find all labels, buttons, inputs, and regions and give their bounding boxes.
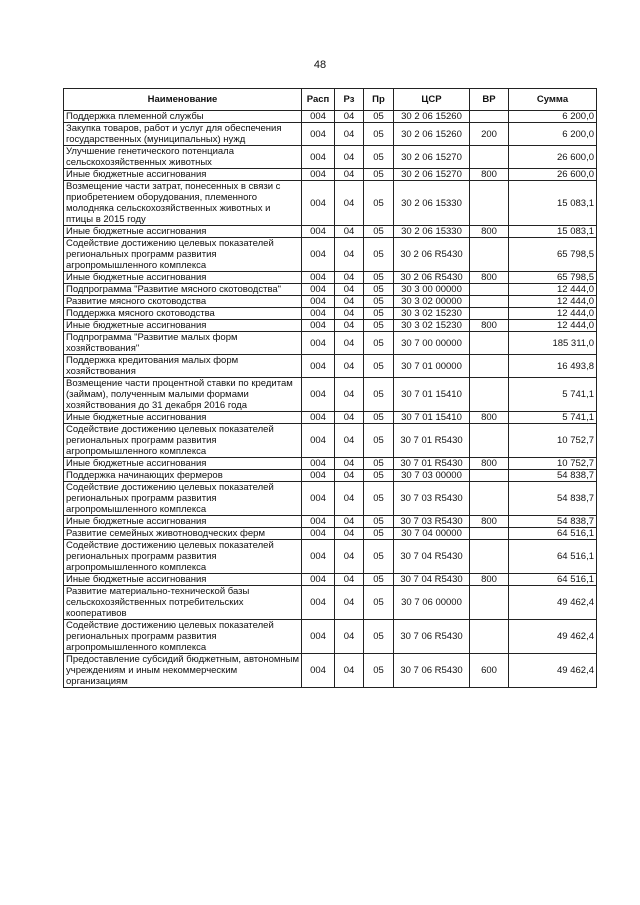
cell-pr: 05 (364, 226, 394, 238)
cell-sum: 15 083,1 (509, 181, 597, 226)
cell-pr: 05 (364, 355, 394, 378)
cell-rz: 04 (335, 146, 364, 169)
cell-csr: 30 7 01 00000 (394, 355, 470, 378)
cell-csr: 30 2 06 R5430 (394, 272, 470, 284)
cell-name: Иные бюджетные ассигнования (64, 412, 302, 424)
cell-csr: 30 7 00 00000 (394, 332, 470, 355)
cell-pr: 05 (364, 111, 394, 123)
cell-pr: 05 (364, 332, 394, 355)
cell-vr: 800 (470, 458, 509, 470)
cell-csr: 30 7 01 R5430 (394, 458, 470, 470)
cell-vr: 600 (470, 654, 509, 688)
header-rz: Рз (335, 89, 364, 111)
cell-name: Предоставление субсидий бюджетным, автономным учреждениям и иным некоммерческим организациям (64, 654, 302, 688)
cell-name: Закупка товаров, работ и услуг для обеспечения государственных (муниципальных) нужд (64, 123, 302, 146)
cell-rz: 04 (335, 296, 364, 308)
page-number: 48 (313, 59, 327, 71)
cell-sum: 64 516,1 (509, 574, 597, 586)
cell-name: Возмещение части затрат, понесенных в связи с приобретением оборудования, племенного молодняка сельскохозяйственных животных и птицы в 2015 году (64, 181, 302, 226)
cell-pr: 05 (364, 528, 394, 540)
table-row (64, 181, 597, 226)
cell-csr: 30 7 03 R5430 (394, 516, 470, 528)
cell-sum: 6 200,0 (509, 123, 597, 146)
cell-csr: 30 7 01 15410 (394, 412, 470, 424)
cell-csr: 30 7 06 R5430 (394, 620, 470, 654)
header-vr: ВР (470, 89, 509, 111)
cell-pr: 05 (364, 412, 394, 424)
cell-name: Поддержка мясного скотоводства (64, 308, 302, 320)
cell-rz: 04 (335, 586, 364, 620)
cell-rz: 04 (335, 226, 364, 238)
header-name: Наименование (64, 89, 302, 111)
cell-name: Развитие семейных животноводческих ферм (64, 528, 302, 540)
cell-vr: 200 (470, 123, 509, 146)
cell-vr (470, 238, 509, 272)
cell-vr (470, 528, 509, 540)
cell-csr: 30 7 06 00000 (394, 586, 470, 620)
cell-name: Иные бюджетные ассигнования (64, 272, 302, 284)
cell-csr: 30 7 01 R5430 (394, 424, 470, 458)
cell-sum: 26 600,0 (509, 169, 597, 181)
cell-rz: 04 (335, 308, 364, 320)
cell-name: Содействие достижению целевых показателей региональных программ развития агропромышленного комплекса (64, 482, 302, 516)
cell-rz: 04 (335, 272, 364, 284)
cell-rasp: 004 (302, 308, 335, 320)
cell-sum: 12 444,0 (509, 320, 597, 332)
cell-name: Поддержка племенной службы (64, 111, 302, 123)
cell-rz: 04 (335, 378, 364, 412)
cell-vr: 800 (470, 516, 509, 528)
cell-rz: 04 (335, 169, 364, 181)
cell-vr (470, 586, 509, 620)
cell-vr: 800 (470, 574, 509, 586)
cell-name: Поддержка кредитования малых форм хозяйствования (64, 355, 302, 378)
cell-pr: 05 (364, 284, 394, 296)
cell-vr (470, 296, 509, 308)
cell-rasp: 004 (302, 412, 335, 424)
cell-sum: 49 462,4 (509, 586, 597, 620)
cell-name: Содействие достижению целевых показателей региональных программ развития агропромышленного комплекса (64, 424, 302, 458)
cell-name: Иные бюджетные ассигнования (64, 169, 302, 181)
cell-pr: 05 (364, 146, 394, 169)
table-row (64, 528, 597, 540)
table-row (64, 378, 597, 412)
cell-csr: 30 2 06 15270 (394, 146, 470, 169)
cell-csr: 30 3 02 15230 (394, 308, 470, 320)
cell-sum: 10 752,7 (509, 424, 597, 458)
cell-rasp: 004 (302, 540, 335, 574)
cell-sum: 12 444,0 (509, 296, 597, 308)
table-row (64, 296, 597, 308)
table-row (64, 146, 597, 169)
cell-rz: 04 (335, 111, 364, 123)
cell-rasp: 004 (302, 355, 335, 378)
table-row (64, 238, 597, 272)
cell-pr: 05 (364, 123, 394, 146)
cell-sum: 54 838,7 (509, 482, 597, 516)
cell-name: Возмещение части процентной ставки по кредитам (займам), полученным малыми формами хозяйствования до 31 декабря 2016 года (64, 378, 302, 412)
cell-csr: 30 7 04 R5430 (394, 574, 470, 586)
cell-sum: 49 462,4 (509, 654, 597, 688)
table-row (64, 574, 597, 586)
cell-name: Иные бюджетные ассигнования (64, 226, 302, 238)
cell-vr (470, 146, 509, 169)
cell-name: Улучшение генетического потенциала сельскохозяйственных животных (64, 146, 302, 169)
cell-vr (470, 355, 509, 378)
table-row (64, 123, 597, 146)
header-sum: Сумма (509, 89, 597, 111)
cell-csr: 30 2 06 15260 (394, 111, 470, 123)
cell-csr: 30 7 01 15410 (394, 378, 470, 412)
cell-name: Подпрограмма "Развитие малых форм хозяйствования" (64, 332, 302, 355)
cell-sum: 5 741,1 (509, 412, 597, 424)
cell-rz: 04 (335, 238, 364, 272)
cell-rasp: 004 (302, 458, 335, 470)
cell-sum: 65 798,5 (509, 238, 597, 272)
cell-vr (470, 378, 509, 412)
cell-csr: 30 2 06 15270 (394, 169, 470, 181)
cell-rasp: 004 (302, 320, 335, 332)
header-pr: Пр (364, 89, 394, 111)
cell-sum: 5 741,1 (509, 378, 597, 412)
cell-rasp: 004 (302, 528, 335, 540)
cell-name: Содействие достижению целевых показателей региональных программ развития агропромышленного комплекса (64, 540, 302, 574)
cell-rz: 04 (335, 284, 364, 296)
cell-vr: 800 (470, 412, 509, 424)
header-csr: ЦСР (394, 89, 470, 111)
cell-pr: 05 (364, 272, 394, 284)
cell-pr: 05 (364, 296, 394, 308)
table-row (64, 111, 597, 123)
cell-csr: 30 2 06 R5430 (394, 238, 470, 272)
cell-pr: 05 (364, 482, 394, 516)
cell-vr (470, 308, 509, 320)
cell-csr: 30 7 03 00000 (394, 470, 470, 482)
table-row (64, 169, 597, 181)
cell-rz: 04 (335, 458, 364, 470)
table-row (64, 226, 597, 238)
cell-sum: 49 462,4 (509, 620, 597, 654)
cell-sum: 10 752,7 (509, 458, 597, 470)
cell-rz: 04 (335, 412, 364, 424)
cell-rz: 04 (335, 574, 364, 586)
cell-vr (470, 540, 509, 574)
cell-vr (470, 470, 509, 482)
cell-rz: 04 (335, 181, 364, 226)
cell-vr: 800 (470, 320, 509, 332)
cell-csr: 30 3 02 00000 (394, 296, 470, 308)
cell-pr: 05 (364, 586, 394, 620)
cell-sum: 12 444,0 (509, 308, 597, 320)
cell-vr (470, 111, 509, 123)
cell-sum: 12 444,0 (509, 284, 597, 296)
cell-name: Подпрограмма "Развитие мясного скотоводства" (64, 284, 302, 296)
table-row (64, 424, 597, 458)
cell-sum: 26 600,0 (509, 146, 597, 169)
cell-sum: 64 516,1 (509, 540, 597, 574)
cell-pr: 05 (364, 320, 394, 332)
cell-csr: 30 2 06 15260 (394, 123, 470, 146)
cell-vr (470, 332, 509, 355)
cell-rasp: 004 (302, 516, 335, 528)
cell-rasp: 004 (302, 123, 335, 146)
cell-rasp: 004 (302, 238, 335, 272)
cell-rasp: 004 (302, 654, 335, 688)
cell-rasp: 004 (302, 332, 335, 355)
cell-csr: 30 2 06 15330 (394, 226, 470, 238)
cell-rasp: 004 (302, 146, 335, 169)
header-rasp: Расп (302, 89, 335, 111)
cell-rz: 04 (335, 123, 364, 146)
cell-rasp: 004 (302, 284, 335, 296)
cell-rasp: 004 (302, 272, 335, 284)
cell-pr: 05 (364, 516, 394, 528)
table-row (64, 482, 597, 516)
table-header-row (64, 89, 597, 111)
cell-pr: 05 (364, 654, 394, 688)
table-row (64, 470, 597, 482)
cell-rasp: 004 (302, 470, 335, 482)
cell-csr: 30 7 04 R5430 (394, 540, 470, 574)
cell-csr: 30 3 00 00000 (394, 284, 470, 296)
cell-rz: 04 (335, 620, 364, 654)
cell-rz: 04 (335, 540, 364, 574)
cell-sum: 54 838,7 (509, 470, 597, 482)
cell-vr (470, 620, 509, 654)
table-body (64, 111, 597, 688)
cell-vr (470, 284, 509, 296)
table-row (64, 284, 597, 296)
cell-rasp: 004 (302, 482, 335, 516)
cell-rasp: 004 (302, 226, 335, 238)
cell-name: Развитие мясного скотоводства (64, 296, 302, 308)
cell-pr: 05 (364, 181, 394, 226)
table-row (64, 355, 597, 378)
cell-pr: 05 (364, 620, 394, 654)
cell-sum: 54 838,7 (509, 516, 597, 528)
cell-pr: 05 (364, 424, 394, 458)
cell-rasp: 004 (302, 620, 335, 654)
cell-rz: 04 (335, 516, 364, 528)
cell-pr: 05 (364, 458, 394, 470)
cell-rasp: 004 (302, 378, 335, 412)
cell-sum: 185 311,0 (509, 332, 597, 355)
cell-rz: 04 (335, 482, 364, 516)
cell-pr: 05 (364, 574, 394, 586)
cell-pr: 05 (364, 540, 394, 574)
cell-vr: 800 (470, 169, 509, 181)
table-row (64, 308, 597, 320)
table-row (64, 540, 597, 574)
cell-pr: 05 (364, 308, 394, 320)
cell-sum: 16 493,8 (509, 355, 597, 378)
table-row (64, 412, 597, 424)
cell-csr: 30 7 06 R5430 (394, 654, 470, 688)
cell-rz: 04 (335, 654, 364, 688)
cell-csr: 30 7 03 R5430 (394, 482, 470, 516)
cell-rz: 04 (335, 470, 364, 482)
budget-table (63, 88, 597, 688)
cell-vr: 800 (470, 226, 509, 238)
cell-sum: 15 083,1 (509, 226, 597, 238)
table-row (64, 516, 597, 528)
table-row (64, 586, 597, 620)
cell-name: Иные бюджетные ассигнования (64, 320, 302, 332)
cell-rz: 04 (335, 332, 364, 355)
cell-pr: 05 (364, 470, 394, 482)
cell-rasp: 004 (302, 424, 335, 458)
table-row (64, 620, 597, 654)
cell-rz: 04 (335, 320, 364, 332)
cell-rasp: 004 (302, 181, 335, 226)
cell-vr (470, 424, 509, 458)
cell-name: Развитие материально-технической базы сельскохозяйственных потребительских кооперативов (64, 586, 302, 620)
table-row (64, 320, 597, 332)
table-row (64, 458, 597, 470)
table-row (64, 272, 597, 284)
cell-pr: 05 (364, 238, 394, 272)
table-row (64, 332, 597, 355)
cell-pr: 05 (364, 378, 394, 412)
cell-name: Содействие достижению целевых показателей региональных программ развития агропромышленного комплекса (64, 238, 302, 272)
cell-csr: 30 2 06 15330 (394, 181, 470, 226)
cell-sum: 6 200,0 (509, 111, 597, 123)
cell-name: Иные бюджетные ассигнования (64, 574, 302, 586)
cell-csr: 30 3 02 15230 (394, 320, 470, 332)
cell-rasp: 004 (302, 111, 335, 123)
cell-name: Содействие достижению целевых показателей региональных программ развития агропромышленного комплекса (64, 620, 302, 654)
cell-csr: 30 7 04 00000 (394, 528, 470, 540)
table-row (64, 654, 597, 688)
cell-vr (470, 482, 509, 516)
cell-rz: 04 (335, 424, 364, 458)
cell-sum: 64 516,1 (509, 528, 597, 540)
cell-rasp: 004 (302, 169, 335, 181)
cell-rasp: 004 (302, 586, 335, 620)
cell-name: Иные бюджетные ассигнования (64, 458, 302, 470)
cell-rasp: 004 (302, 296, 335, 308)
cell-rz: 04 (335, 528, 364, 540)
cell-vr: 800 (470, 272, 509, 284)
cell-pr: 05 (364, 169, 394, 181)
cell-rz: 04 (335, 355, 364, 378)
cell-name: Иные бюджетные ассигнования (64, 516, 302, 528)
cell-vr (470, 181, 509, 226)
cell-name: Поддержка начинающих фермеров (64, 470, 302, 482)
cell-sum: 65 798,5 (509, 272, 597, 284)
cell-rasp: 004 (302, 574, 335, 586)
